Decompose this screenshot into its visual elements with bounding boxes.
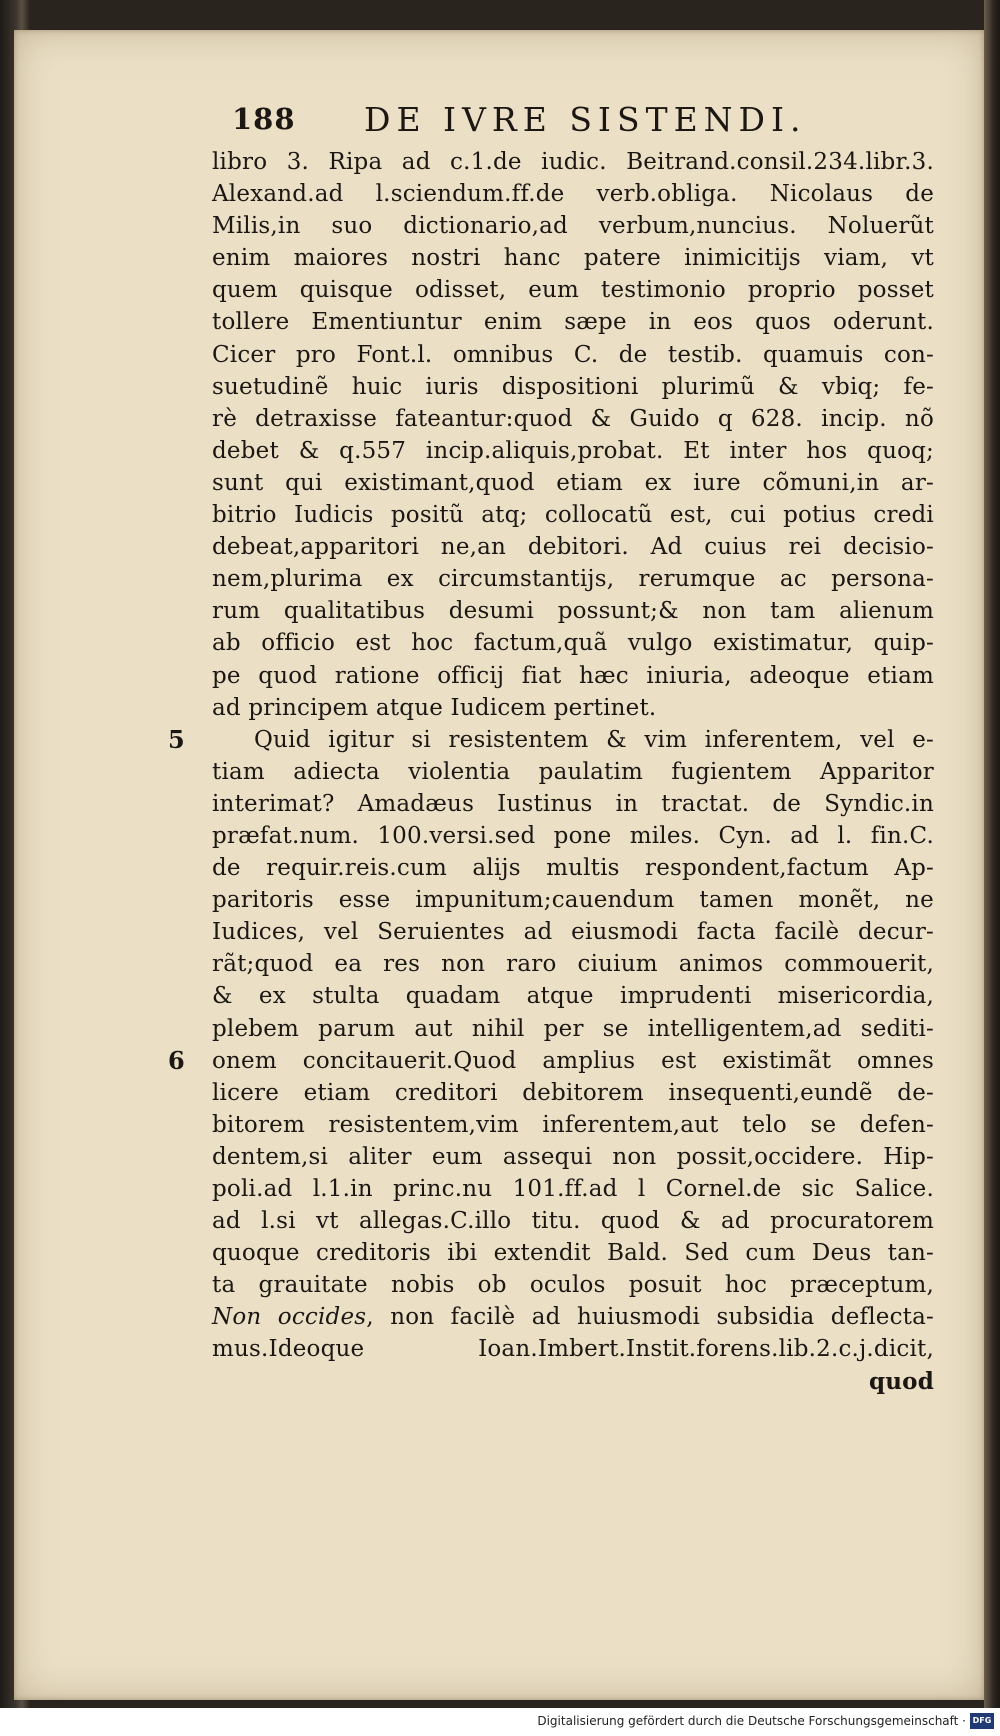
- text-line: ab officio est hoc factum,quã vulgo existimatur, quip-: [212, 630, 934, 657]
- text-line: quoque creditoris ibi extendit Bald. Sed cum Deus tan-: [212, 1240, 934, 1267]
- text-line: ad l.si vt allegas.C.illo titu. quod & ad procuratorem: [212, 1208, 934, 1235]
- body-text: [168, 146, 934, 1398]
- text-line: Alexand.ad l.sciendum.ff.de verb.obliga. Nicolaus de: [212, 181, 934, 208]
- text-line: bitrio Iudicis positũ atq; collocatũ est, cui potius credi: [212, 502, 934, 529]
- running-head: DE IVRE SISTENDI.: [364, 100, 807, 139]
- text-line: poli.ad l.1.in princ.nu 101.ff.ad l Cornel.de sic Salice.: [212, 1176, 934, 1202]
- paragraph-start-line: [168, 724, 934, 756]
- text-line: Milis,in suo dictionario,ad verbum,nuncius. Noluerũt: [212, 213, 934, 240]
- text-line: de requir.reis.cum alijs multis respondent,factum Ap-: [212, 855, 934, 882]
- page-header: [232, 100, 932, 144]
- text-line: libro 3. Ripa ad c.1.de iudic. Beitrand.consil.234.libr.3.: [212, 149, 934, 175]
- book-edge: [984, 0, 1000, 1736]
- footer-bar: [0, 1708, 1000, 1736]
- catchword: quod: [868, 1367, 934, 1395]
- text-line: mus.Ideoque Ioan.Imbert.Instit.forens.lib.2.c.j.dicit,: [212, 1336, 934, 1363]
- text-line: interimat? Amadæus Iustinus in tractat. de Syndic.in: [212, 790, 934, 817]
- funding-credit: Digitalisierung gefördert durch die Deutsche Forschungsgemeinschaft ·: [537, 1714, 966, 1728]
- marginal-numbered-line: [168, 1045, 934, 1077]
- page-number: 188: [232, 102, 296, 136]
- text-line-content: Quid igitur si resistentem & vim inferentem, vel e-: [254, 726, 934, 753]
- text-line: suetudinẽ huic iuris dispositioni plurimũ & vbiq; fe-: [212, 373, 934, 400]
- text-line: dentem,si aliter eum assequi non possit,occidere. Hip-: [212, 1143, 934, 1170]
- text-line: licere etiam creditori debitorem insequenti,eundẽ de-: [212, 1079, 934, 1106]
- text-line: rãt;quod ea res non raro ciuium animos commouerit,: [212, 951, 934, 978]
- text-line: Cicer pro Font.l. omnibus C. de testib. quamuis con-: [212, 341, 934, 368]
- text-line: præfat.num. 100.versi.sed pone miles. Cyn. ad l. fin.C.: [212, 822, 934, 849]
- margin-number: 6: [168, 1045, 185, 1075]
- text-line: debeat,apparitori ne,an debitori. Ad cuius rei decisio-: [212, 534, 934, 561]
- text-line: Non occides, non facilè ad huiusmodi subsidia deflecta-: [212, 1304, 934, 1331]
- text-line: debet & q.557 incip.aliquis,probat. Et inter hos quoq;: [212, 437, 934, 464]
- text-line: nem,plurima ex circumstantijs, rerumque ac persona-: [212, 566, 934, 593]
- text-line: tollere Ementiuntur enim sæpe in eos quos oderunt.: [212, 309, 934, 336]
- text-line: ad principem atque Iudicem pertinet.: [212, 694, 657, 721]
- text-line: ta grauitate nobis ob oculos posuit hoc præceptum,: [212, 1272, 934, 1299]
- text-line: bitorem resistentem,vim inferentem,aut telo se defen-: [212, 1111, 934, 1138]
- text-line: enim maiores nostri hanc patere inimicitijs viam, vt: [212, 245, 934, 272]
- text-line: rum qualitatibus desumi possunt;& non tam alienum: [212, 598, 934, 625]
- margin-number: 5: [168, 724, 185, 754]
- text-line: sunt qui existimant,quod etiam ex iure cõmuni,in ar-: [212, 469, 934, 496]
- text-line: quem quisque odisset, eum testimonio proprio posset: [212, 277, 934, 304]
- text-line: & ex stulta quadam atque imprudenti misericordia,: [212, 983, 934, 1010]
- text-line: paritoris esse impunitum;cauendum tamen monẽt, ne: [212, 887, 934, 914]
- dfg-logo: DFG: [970, 1713, 994, 1729]
- text-line: plebem parum aut nihil per se intelligentem,ad sediti-: [212, 1015, 934, 1042]
- italic-phrase: Non occides: [212, 1304, 367, 1331]
- text-line-content: onem concitauerit.Quod amplius est existimãt omnes: [212, 1047, 934, 1074]
- text-line: Iudices, vel Seruientes ad eiusmodi facta facilè decur-: [212, 919, 934, 946]
- text-line: rè detraxisse fateantur:quod & Guido q 628. incip. nõ: [212, 405, 934, 432]
- text-line: tiam adiecta violentia paulatim fugientem Apparitor: [212, 758, 934, 785]
- text-line: pe quod ratione officij fiat hæc iniuria, adeoque etiam: [212, 662, 934, 689]
